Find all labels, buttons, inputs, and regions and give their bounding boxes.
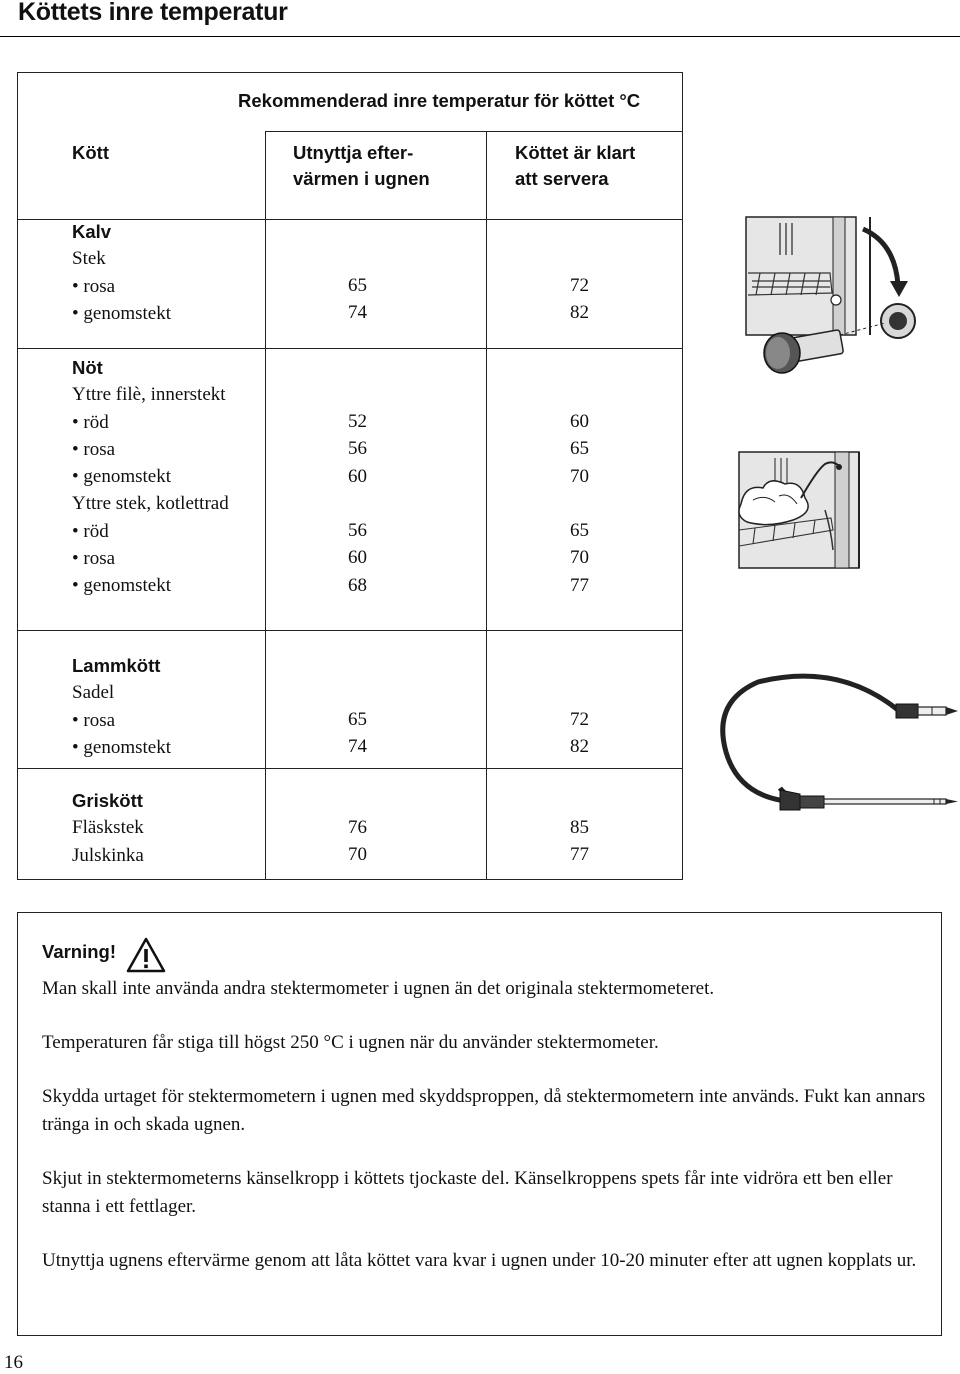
row-label: • genomstekt: [72, 575, 171, 597]
group-not-ready: [570, 408, 589, 599]
row-label: • rosa: [72, 438, 116, 460]
table-border-right: [682, 72, 683, 880]
residual-value: 65: [348, 275, 367, 296]
group-title: Nöt: [72, 357, 103, 378]
row-label: Sadel: [72, 682, 115, 704]
page-number: 16: [4, 1352, 23, 1373]
warning-paragraph-4: Skjut in stektermometerns känselkropp i köttets tjockaste del. Känselkroppens spets får inte vidröra ett ben eller stanna i ett fettlager.: [42, 1168, 893, 1217]
row-label: • genomstekt: [72, 736, 171, 758]
group-title: Lammkött: [72, 655, 161, 676]
header-ready: [515, 140, 635, 192]
title-rule: [0, 36, 960, 37]
residual-value: 52: [348, 411, 367, 432]
warning-paragraph-3: Skydda urtaget för stektermometern i ugnen med skyddsproppen, då stektermometern inte används. Fukt kan annars tränga in och skada ugnen.: [42, 1086, 926, 1135]
row-label: • genomstekt: [72, 302, 171, 324]
page-title: Köttets inre temperatur: [18, 0, 288, 26]
ready-value: 72: [570, 709, 589, 730]
group-title: Griskött: [72, 790, 143, 811]
ready-value: 77: [570, 844, 589, 866]
residual-value: 56: [348, 438, 367, 460]
residual-value: [348, 490, 367, 517]
group-lammkott: [72, 652, 171, 761]
residual-value: 60: [348, 465, 367, 487]
table-caption: Rekommenderad inre temperatur för köttet °C: [238, 90, 641, 111]
ready-value: 85: [570, 817, 589, 838]
ready-value: 82: [570, 302, 589, 324]
residual-value: 65: [348, 709, 367, 730]
residual-value: 74: [348, 302, 367, 324]
oven-meat-probe-icon: [735, 450, 885, 570]
row-label: • rosa: [72, 709, 116, 731]
ready-value: 60: [570, 411, 589, 432]
header-meat: Kött: [72, 142, 109, 163]
residual-value: 70: [348, 844, 367, 866]
group-rule-1: [17, 348, 683, 349]
ready-value: 70: [570, 465, 589, 487]
warning-box: [17, 912, 942, 1336]
ready-value: 72: [570, 275, 589, 296]
ready-value: 70: [570, 547, 589, 569]
table-border-bottom: [17, 879, 683, 880]
group-kalv-ready: [570, 272, 589, 327]
row-label: • röd: [72, 411, 109, 433]
table-border-top: [17, 72, 683, 73]
group-griskott-residual: [348, 814, 367, 869]
oven-socket-plug-icon: [740, 215, 955, 380]
table-border-left: [17, 72, 18, 880]
warning-triangle-icon: [126, 937, 166, 973]
caption-rule: [265, 131, 683, 132]
row-label: • röd: [72, 520, 109, 542]
group-rule-2: [17, 630, 683, 631]
group-lammkott-residual: [348, 706, 367, 761]
group-not: [72, 354, 229, 600]
ready-value: [570, 490, 589, 517]
residual-value: 76: [348, 817, 367, 838]
header-residual-heat: [293, 140, 430, 192]
group-not-residual: [348, 408, 367, 599]
row-label: • rosa: [72, 548, 116, 570]
header-ready-line-2: att servera: [515, 168, 609, 189]
warning-paragraph-1: Man skall inte använda andra stektermometer i ugnen än det originala stektermometeret.: [42, 978, 715, 999]
residual-value: 60: [348, 547, 367, 569]
ready-value: 65: [570, 438, 589, 460]
warning-paragraph-5: Utnyttja ugnens eftervärme genom att låta köttet vara kvar i ugnen under 10-20 minuter efter att ugnen kopplats ur.: [42, 1250, 917, 1271]
row-label: Fläskstek: [72, 817, 144, 839]
header-ready-line-1: Köttet är klart: [515, 142, 636, 163]
row-label: Yttre stek, kotlettrad: [72, 493, 229, 515]
group-title: Kalv: [72, 221, 112, 242]
row-label: Julskinka: [72, 844, 144, 866]
group-lammkott-ready: [570, 706, 589, 761]
group-griskott-ready: [570, 814, 589, 869]
header-residual-line-1: Utnyttja efter-: [293, 142, 414, 163]
group-rule-3: [17, 768, 683, 769]
warning-title: Varning!: [42, 941, 117, 962]
warning-paragraph-2: Temperaturen får stiga till högst 250 °C i ugnen när du använder stektermometer.: [42, 1032, 659, 1053]
row-label: Stek: [72, 248, 106, 270]
ready-value: 65: [570, 520, 589, 542]
residual-value: 74: [348, 736, 367, 758]
header-residual-line-2: värmen i ugnen: [293, 168, 430, 189]
group-kalv: [72, 218, 171, 327]
ready-value: 77: [570, 574, 589, 596]
residual-value: 56: [348, 520, 367, 542]
group-kalv-residual: [348, 272, 367, 327]
row-label: • genomstekt: [72, 466, 171, 488]
residual-value: 68: [348, 574, 367, 596]
row-label: • rosa: [72, 275, 116, 297]
ready-value: 82: [570, 736, 589, 758]
meat-thermometer-probe-icon: [718, 672, 960, 822]
group-griskott: [72, 787, 144, 869]
row-label: Yttre filè, innerstekt: [72, 384, 226, 406]
